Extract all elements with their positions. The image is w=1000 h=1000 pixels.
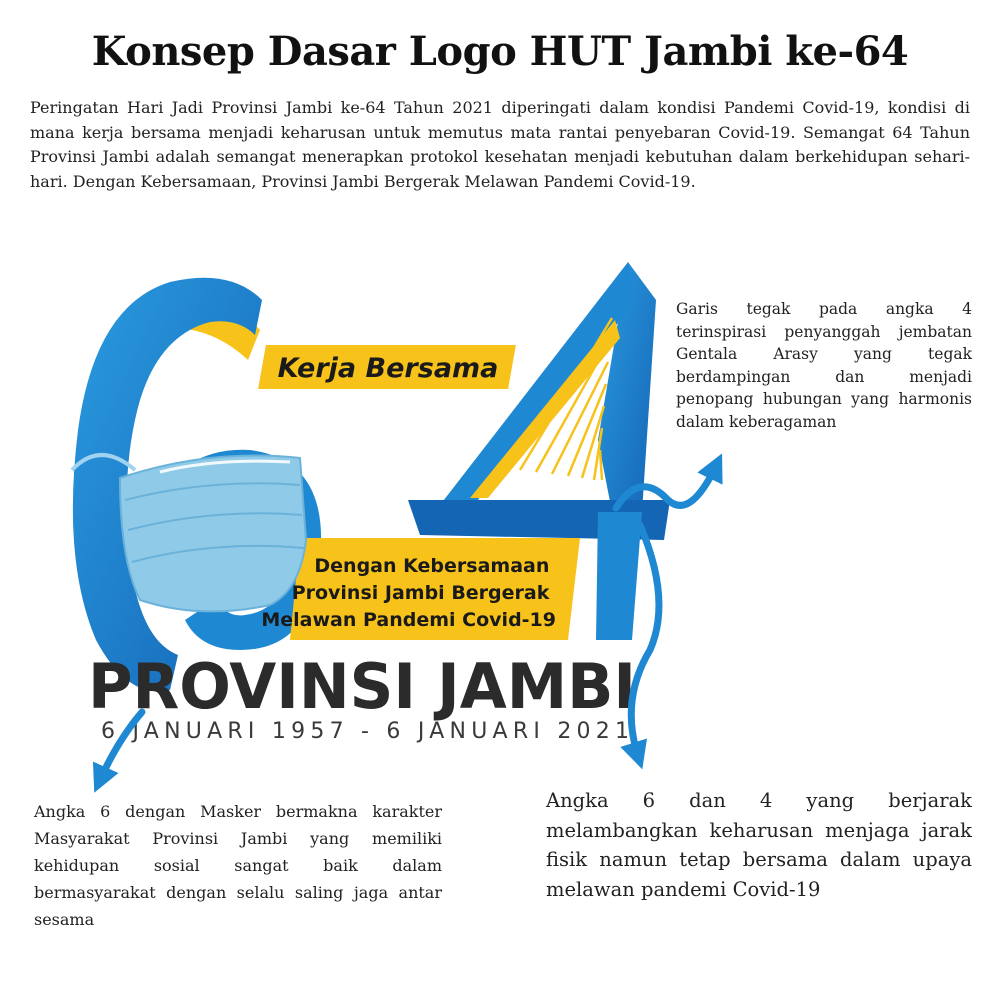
province-name: PROVINSI JAMBI [88, 650, 636, 723]
intro-paragraph: Peringatan Hari Jadi Provinsi Jambi ke-64 Tahun 2021 diperingati dalam kondisi Pandemi Covid-19, kondisi di mana kerja bersama menjadi keharusan untuk memutus mata rantai penyebaran Covid-19. Semangat 64 Tahun Provinsi Jambi adalah semangat menerapkan protokol kesehatan menjadi kebutuhan dalam berkehidupan sehari-hari. Dengan Kebersamaan, Provinsi Jambi Bergerak Melawan Pandemi Covid-19. [30, 98, 970, 191]
note-mask-meaning: Angka 6 dengan Masker bermakna karakter Masyarakat Provinsi Jambi yang memiliki kehidupan sosial sangat baik dalam bermasyarakat dengan selalu saling jaga antar sesama [34, 802, 442, 929]
kerja-bersama-label: Kerja Bersama [277, 353, 499, 384]
note-bridge-meaning: Garis tegak pada angka 4 terinspirasi penyanggah jembatan Gentala Arasy yang tegak berdampingan dan menjadi penopang hubungan yang harmonis dalam keberagaman [676, 300, 972, 431]
date-range: 6 JANUARI 1957 - 6 JANUARI 2021 [101, 719, 632, 744]
tagline-line-1: Dengan Kebersamaan [314, 555, 550, 577]
page-title: Konsep Dasar Logo HUT Jambi ke-64 [91, 28, 909, 75]
tagline-line-3: Melawan Pandemi Covid-19 [261, 609, 556, 631]
tagline-line-2: Provinsi Jambi Bergerak [291, 582, 550, 604]
note-distance-meaning: Angka 6 dan 4 yang berjarak melambangkan keharusan menjaga jarak fisik namun tetap bersama dalam upaya melawan pandemi Covid-19 [546, 789, 972, 901]
